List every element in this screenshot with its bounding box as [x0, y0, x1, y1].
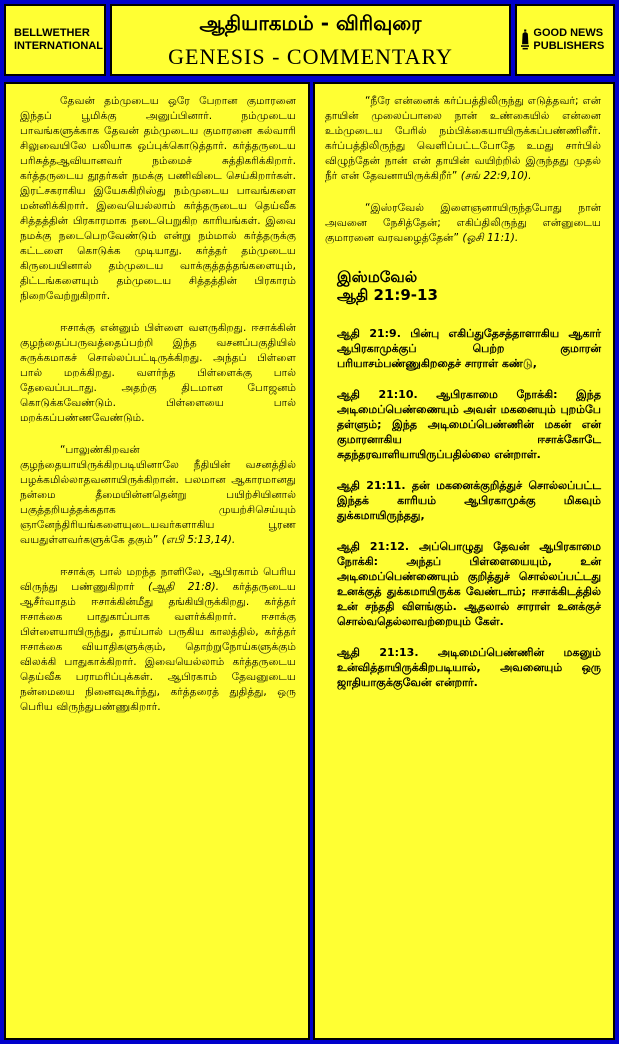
paragraph-2: ஈசாக்கு என்னும் பிள்ளை வளருகிறது. ஈசாக்கின் குழந்தைப்பருவத்தைப்பற்றி இந்த வசனப்பகுதியில் சுருக்கமாகச் சொல்லப்பட்டிருக்கிறது. அந்தப் பிள்ளை பால் மறக்கிறது. வளர்ந்த பிள்ளைக்கு பால் தேவைப்படாது. அதற்கு திடமான போஜனம் கொடுக்கவேண்டும். பிள்ளையை பால் மறக்கப்பண்ணவேண்டும்.: [20, 322, 296, 424]
bell-icon: [521, 20, 529, 60]
left-column: [4, 82, 310, 1040]
verse-21-12: ஆதி 21:12. அப்பொழுது தேவன் ஆபிரகாமை நோக்கி: அந்தப் பிள்ளையையும், உன் அடிமைப்பெண்ணையும் குறித்துச் சொல்லப்பட்டது உனக்குத் துக்கமாயிருக்க வேண்டாம்; ஈசாக்கிடத்தில் உன் சந்ததி விளங்கும். ஆதலால் சாராள் உனக்குச் சொல்வதெல்லாவற்றையும் கேள்.: [337, 540, 601, 628]
verse-21-10: ஆதி 21:10. ஆபிரகாமை நோக்கி: இந்த அடிமைப்பெண்ணையும் அவள் மகனையும் புறம்பே தள்ளும்; இந்த அடிமைப்பெண்ணின் மகன் என் குமாரனாகிய ஈசாக்கோடே சுதந்தரவாளியாயிருப்பதில்லை என்றாள்.: [337, 388, 601, 461]
page-title-tamil: ஆதியாகமம் - விரிவுரை: [199, 10, 422, 35]
paragraph-4-rest: கர்த்தருடைய ஆசீர்வாதம் ஈசாக்கின்மீது தங்கியிருக்கிறது. கர்த்தர் ஈசாக்கை பாதுகாப்பாக வளர்க்கிறார். ஈசாக்கு பிள்ளையாயிருந்து, தாய்பால் பருகிய காலத்தில், கர்த்தர் ஈசாக்கை வியாதிகளுக்கும், தொற்றுநோய்களுக்கும் விலக்கி பாதுகாக்கிறார். இவையெல்லாம் கர்த்தருடைய தெய்வீக பராமரிப்புக்கள். ஆபிரகாம் தேவனுடைய நன்மையை நினைவுகூர்ந்து, கர்த்தரைத் துதித்து, ஒரு பெரிய விருந்துபண்ணுகிறார்.: [20, 581, 297, 713]
verse-21-9: ஆதி 21:9. பின்பு எகிப்துதேசத்தாளாகிய ஆகார் ஆபிரகாமுக்குப் பெற்ற குமாரன் பரியாசம்பண்ணுகிறதைச் சாராள் கண்டு,: [337, 327, 601, 370]
good-news-logo-text: GOOD NEWS PUBLISHERS: [533, 27, 605, 52]
reference-hebrews: (எபி 5:13,14).: [161, 534, 236, 546]
paragraph-1: தேவன் தம்முடைய ஒரே பேறான குமாரனை இந்தப் பூமிக்கு அனுப்பினார். நம்முடைய பாவங்களுக்காக தேவன் தம்முடைய குமாரனை கல்வாரி சிலுவையிலே பலியாக ஒப்புக்கொடுத்தார். கர்த்தருடைய பரிசுத்தஆவியானவர் நம்மைச் சுத்திகரிக்கிறார். கர்த்தருடைய தூதர்கள் நமக்கு பணிவிடை செய்கிறார்கள். இரட்சகராகிய இயேசுகிறிஸ்து நம்முடைய பாவங்களை மன்னிக்கிறார். இவையெல்லாம் கர்த்தருடைய தெய்வீக சித்தத்தின் பிரகாரமாக நடைபெறுகிற காரியங்கள். இவை நமக்கு நடைபெறவேண்டும் என்று நம்மால் கர்த்தருக்கு கட்டளை கொடுக்க முடியாது. கர்த்தர் தம்முடைய கிருபையினால் தம்முடைய வாக்குத்தத்தங்களையும், திட்டங்களையும் தம்முடைய சித்தத்தின் பிரகாரம் நிறைவேற்றுகிறார்.: [20, 95, 296, 302]
verse-21-11: ஆதி 21:11. தன் மகனைக்குறித்துச் சொல்லப்பட்ட இந்தக் காரியம் ஆபிரகாமுக்கு மிகவும் துக்கமாயிருந்தது,: [337, 479, 601, 522]
quote-psalm: [325, 94, 601, 184]
good-news-logo: [515, 4, 615, 76]
title-box: [110, 4, 511, 76]
verse-21-13: ஆதி 21:13. அடிமைப்பெண்ணின் மகனும் உன்வித்தாயிருக்கிறபடியால், அவனையும் ஒரு ஜாதியாகுக்குவேன் என்றார்.: [337, 646, 601, 689]
page-header: [4, 4, 615, 76]
quote-hebrews: “பாலுண்கிறவன் குழந்தையாயிருக்கிறபடியினாலே நீதியின் வசனத்தில் பழக்கமில்லாதவனாயிருக்கிறான். பலமான ஆகாரமானது நன்மை தீமையின்னதென்று பயிற்சியினால் பகுத்தறியத்தக்கதாக முயற்சிசெய்யும் ஞானேந்திரியங்களையுடையவர்களாகிய பூரண வயதுள்ளவர்களுக்கே தகும்”: [20, 444, 296, 546]
page-title-english: GENESIS - COMMENTARY: [168, 43, 453, 69]
section-title: இஸ்மவேல்: [337, 268, 418, 286]
bellwether-logo-text: BELLWETHER INTERNATIONAL: [14, 27, 104, 52]
paragraph-4-start: ஈசாக்கு பால் மறந்த நாளிலே, ஆபிரகாம் பெரிய விருந்து பண்ணுகிறார்: [20, 566, 296, 593]
paragraph-3: [20, 443, 296, 548]
paragraph-4: [20, 565, 296, 715]
reference-hosea: (ஓசி 11:1).: [462, 232, 519, 244]
quote-hosea-text: “இஸ்ரவேல் இளைஞனாயிருந்தபோது நான் அவனை நேசித்தேன்; எகிப்திலிருந்து என்னுடைய குமாரனை வரவழைத்தேன்”: [325, 202, 601, 244]
quote-hosea: [325, 201, 601, 246]
right-column: [313, 82, 615, 1040]
section-reference: ஆதி 21:9-13: [337, 286, 438, 304]
quote-psalm-text: “நீரே என்னைக் கர்ப்பத்திலிருந்து எடுத்தவர்; என் தாயின் முலைப்பாலை நான் உண்கையில் என்னை உம்முடைய பேரில் நம்பிக்கையாயிருக்கப்பண்ணினீர். கர்ப்பத்திலிருந்து வெளிப்பட்டபோதே உமது சார்பில் விழுந்தேன் நான் என் தாயின் வயிற்றில் இருந்தது முதல் நீர் என் தேவனாயிருக்கிறீர்”: [325, 95, 601, 182]
section-heading: [337, 268, 601, 304]
reference-psalm: (சங் 22:9,10).: [460, 170, 532, 182]
bellwether-logo: [4, 4, 106, 76]
reference-genesis-21-8: (ஆதி 21:8).: [148, 581, 220, 593]
